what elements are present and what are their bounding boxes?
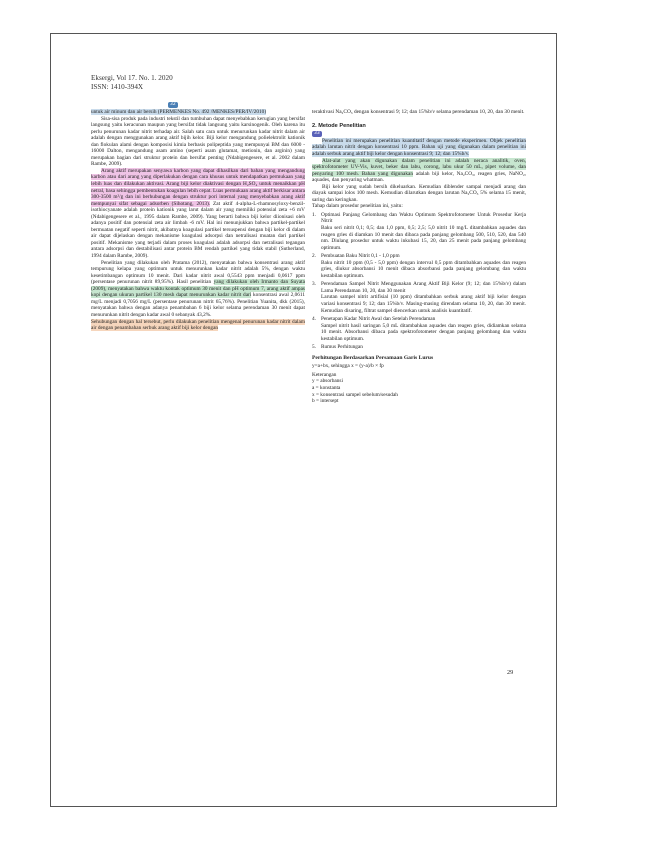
legend-item: a = konstanta: [312, 385, 341, 391]
step-body: Sampel nitrit hasil saringan 5,0 mL ditambahkan aquades dan reagen gries, didiamkan selama 10 menit. Absorbansi dibaca pada spektrofotometer dengan panjang gelombang dan waktu kestabilan optimum.: [321, 322, 526, 342]
annotation-badge-top: 32: [170, 102, 176, 107]
procedure-list: [312, 212, 526, 351]
journal-header: [91, 74, 173, 92]
step-title: Rumus Perhitungan: [321, 344, 363, 351]
annotation-badge-section: 33: [314, 131, 320, 137]
journal-issn: ISSN: 1410-394X: [91, 83, 144, 91]
step-title: Pembuatan Baku Nitrit 0,1 - 1,0 ppm: [321, 253, 400, 260]
step-body: Baku nitrit 10 ppm (0,5 - 5,0 ppm) dengan interval 0,5 ppm ditambahkan aquades dan reagen gries, diukur absorbansi 10 menit dibaca absorbansi pada panjang gelombang dan waktu kestabilan optimum.: [321, 259, 526, 279]
right-column: [312, 109, 526, 405]
step-body: Larutan sampel nitrit artifisial (10 ppm) ditambahkan serbuk arang aktif biji kelor dengan variasi konsentrasi 9; 12; dan 15%b/v. Masing-masing direndam selama 10, 20, dan 30 menit. Kemudian disaring, filtrat sampel diencerkan untuk analisis kuantitatif.: [321, 294, 526, 314]
highlight-passage: Penelitian ini merupakan penelitian kuantitatif dengan metode eksperimen. Objek penelitian adalah larutan nitrit dengan konsentrasi 10 ppm. Bahan uji yang digunakan dalam penelitian ini adalah serbuk arang aktif biji kelor dengan konsentrasi 9; 12; dan 15%b/v.: [312, 137, 526, 157]
calc-title: Perhitungan Berdasarkan Persamaan Garis Lurus: [312, 354, 434, 361]
left-column: [91, 109, 305, 332]
legend-item: b = intersept: [312, 398, 339, 405]
formula: y=a+bx, sehingga x = (y-a)/b × fp: [312, 363, 384, 370]
step-title: Penetapan Kadar Nitrit Awal dan Setelah Perendaman: [321, 316, 436, 323]
list-item: 3. Perendaman Sampel Nitrit Menggunakan Arang Aktif Biji Kelor (9; 12; dan 15%b/v) dalam Lama Perendaman 10, 20, dan 30 menit Larutan sampel nitrit artifisial (10 ppm) ditambahkan serbuk arang aktif biji kelor dengan variasi konsentrasi 9; 12; dan 15%b/v. Masing-masing direndam selama 10, 20, dan 30 menit. Kemudian disaring, filtrat sampel diencerkan untuk analisis kuantitatif.: [312, 281, 526, 314]
paragraph: Sisa-sisa produk pada industri tekstil dan tumbuhan dapat menyebabkan kerugian yang bersifat langsung yaitu keracunan maupun yang bersifat tidak langsung yaitu karsinogenik. Oleh karena itu perlu penurunan kadar nitrit terhadap air. Salah satu cara untuk menurunkan kadar nitrit dalam air adalah dengan menggunakan arang aktif bijih kelor. Biji kelor mengandung polielektrolit kationik dan flokulan alami dengan komposisi kimia berbasis polipeptida yang mempunyai BM dan 6000 - 16000 Dalton, mengandung asam amino (seperti asam glutamat, metionin, dan arginin) yang merupakan bagian dari struktur protein dan bersifat penting (Ndabigengesere, et al. 2002 dalam Rambe, 2009).: [91, 115, 305, 168]
step-title: Optimasi Panjang Gelombang dan Waktu Optimum Spektrofotometer Untuk Prosedur Kerja Nitrit: [321, 211, 526, 225]
step-title: Perendaman Sampel Nitrit Menggunakan Arang Aktif Biji Kelor (9; 12; dan 15%b/v) dalam Lama Perendaman 10, 20, dan 30 menit: [321, 281, 526, 294]
paragraph-text: adalah biji kelor, Na₂CO₃, reagen gries, NaNO₂, aquades, dan penyaring whatman.: [312, 170, 526, 184]
highlight-passage: Sehubungan dengan hal tersebut, perlu dilakukan penelitian mengenai penurunan kadar nitrit dalam air dengan penambahan serbuk arang aktif biji kelor dengan: [91, 318, 305, 332]
paragraph-text: Zat aktif 4-alpha-L-rhamnosyloxy-benzil-isothiocyanate adalah protein kationik yang larut dalam air yang memiliki potensial zeta +6 mV (Ndabigengesere et al., 1995 dalam Rambe, 2009). Yang berarti bahwa biji kelor diionisasi oleh adanya positif dan potensial zeta air limbah -6 mV. Hal ini menunjukkan bahwa partikel-partikel bermuatan negatif seperti nitrit, akibatnya koagulasi partikel tersuspensi dengan biji kelor di dalam air dapat dijelaskan dengan mekanisme koagulasi adsorpsi dan netralisasi muatan dari partikel positif. Mekanisme yang terjadi dalam proses koagulasi adalah adsorpsi dan netralisasi tegangan antara adsorpsi dan destabilisasi antar protein BM rendah partikel yang tidak stabil (Sutherland, 1994 dalam Rambe, 2009).: [91, 200, 306, 260]
list-item: 2. Pembuatan Baku Nitrit 0,1 - 1,0 ppm Baku nitrit 10 ppm (0,5 - 5,0 ppm) dengan interval 0,5 ppm ditambahkan aquades dan reagen gries, diukur absorbansi 10 menit dibaca absorbansi pada panjang gelombang dan waktu kestabilan optimum.: [312, 253, 526, 279]
highlight-passage: Arang aktif merupakan senyawa karbon yang dapat dihasilkan dari bahan yang mengandung karbon atau dari arang yang diperlakukan dengan cara khusus untuk mendapatkan permukaan yang lebih luas dan dilakukan aktivasi. Arang biji kelor diaktivasi dengan H₂SO₄ untuk menaikkan pH netral, basa sehingga pembentukan koagulan lebih cepat. Luas permukaan arang aktif berkisar antara 300-3500 m²/g dan ini berhubungan dengan struktur pori internal yang menyebabkan arang aktif mempunyai sifat sebagai adsorben (Sihotang, 2013).: [91, 167, 305, 207]
journal-volume: Eksergi, Vol 17. No. 1. 2020: [91, 74, 173, 82]
paragraph: Biji kelor yang sudah bersih dikeluarkan. Kemudian diblender sampai menjadi arang dan diayak sampai lolos 100 mesh. Kemudian dilarutkan dengan larutan Na₂CO₃ 5% selama 15 menit, saring dan keringkan.: [312, 183, 526, 203]
document-page: [50, 33, 557, 807]
page-number: 29: [507, 669, 514, 676]
legend-item: x = konsentrasi sampel sebelum/sesudah: [312, 391, 398, 398]
highlight-passage: Alat-alat yang akan digunakan dalam penelitian ini adalah neraca analitik, oven, spektrofotometer UV-Vis, kuvet, beker dan labu, corong, labu ukur 50 mL, pipet volume, dan penyaring 100 mesh. Bahan yang digunakan: [312, 157, 526, 177]
list-item: 5. Rumus Perhitungan: [312, 344, 363, 351]
paragraph: Tahap dalam prosedur penelitian ini, yaitu:: [312, 203, 403, 210]
paragraph: teraktivasi Na₂CO₃ dengan konsentrasi 9; 12; dan 15%b/v selama perendaman 10, 20, dan 30 menit.: [312, 109, 525, 115]
paragraph-text: Penelitian yang dilakukan oleh Pratama (2012), menyatakan bahwa konsentrasi arang aktif tempurung kelapa yang optimum untuk menurunkan kadar nitrit adalah 5%, dengan waktu kesetimbangan optimum 10 menit. Dari kadar nitrit awal 0,5543 ppm menjadi 0,0617 ppm (persentase penurunan nitrit 89,95%). Hasil penelitian: [91, 259, 305, 286]
legend-title: Keterangan: [312, 371, 337, 378]
paragraph-text: konsentrasi awal 2,0611 mg/L menjadi 0,7056 mg/L (persentase penurunan nitrit 65,76%). Penelitian Yuanita, dkk (2015), menyatakan bahwa dengan adanya penambahan 6 biji kelor selama perendaman 30 menit dapat menurunkan nitrit dengan kadar awal 0 sebanyak 43,2%.: [91, 292, 305, 318]
list-item: 4. Penetapan Kadar Nitrit Awal dan Setelah Perendaman Sampel nitrit hasil saringan 5,0 mL ditambahkan aquades dan reagen gries, didiamkan selama 10 menit. Absorbansi dibaca pada spektrofotometer dengan panjang gelombang dan waktu kestabilan optimum.: [312, 316, 526, 342]
highlight-passage: untuk air minum dan air bersih (PERMENKES No. 492 /MENKES/PER/IV/2010): [91, 109, 267, 115]
section-title: 2. Metode Penelitian: [312, 122, 366, 129]
step-body: Baku seri nitrit 0,1; 0,5; dan 1,0 ppm, 0,5; 2,5; 5,0 nitrit 10 mg/L ditambahkan aquades dan reagen gries di diamkan 10 menit dan dibaca pada panjang gelombang 500, 510, 520, dan 540 nm. Diulang prosedur untuk waktu inkubasi 15, 20, dan 25 menit pada panjang gelombang optimum.: [321, 224, 526, 251]
list-item: 1. Optimasi Panjang Gelombang dan Waktu Optimum Spektrofotometer Untuk Prosedur Kerja Nitrit Baku seri nitrit 0,1; 0,5; dan 1,0 ppm, 0,5; 2,5; 5,0 nitrit 10 mg/L ditambahkan aquades dan reagen gries di diamkan 10 menit dan dibaca pada panjang gelombang 500, 510, 520, dan 540 nm. Diulang prosedur untuk waktu inkubasi 15, 20, dan 25 menit pada panjang gelombang optimum.: [312, 211, 526, 251]
highlight-passage: yang dilakukan oleh Irmanto dan Suyata (2009), menyatakan bahwa waktu kontak optimum 30 menit dan pH optimum 7, arang aktif ampas kopi dengan ukuran partikel 130 mesh dapat menurunkan kadar nitrit dari: [91, 279, 305, 299]
legend-item: y = absorbansi: [312, 378, 343, 385]
